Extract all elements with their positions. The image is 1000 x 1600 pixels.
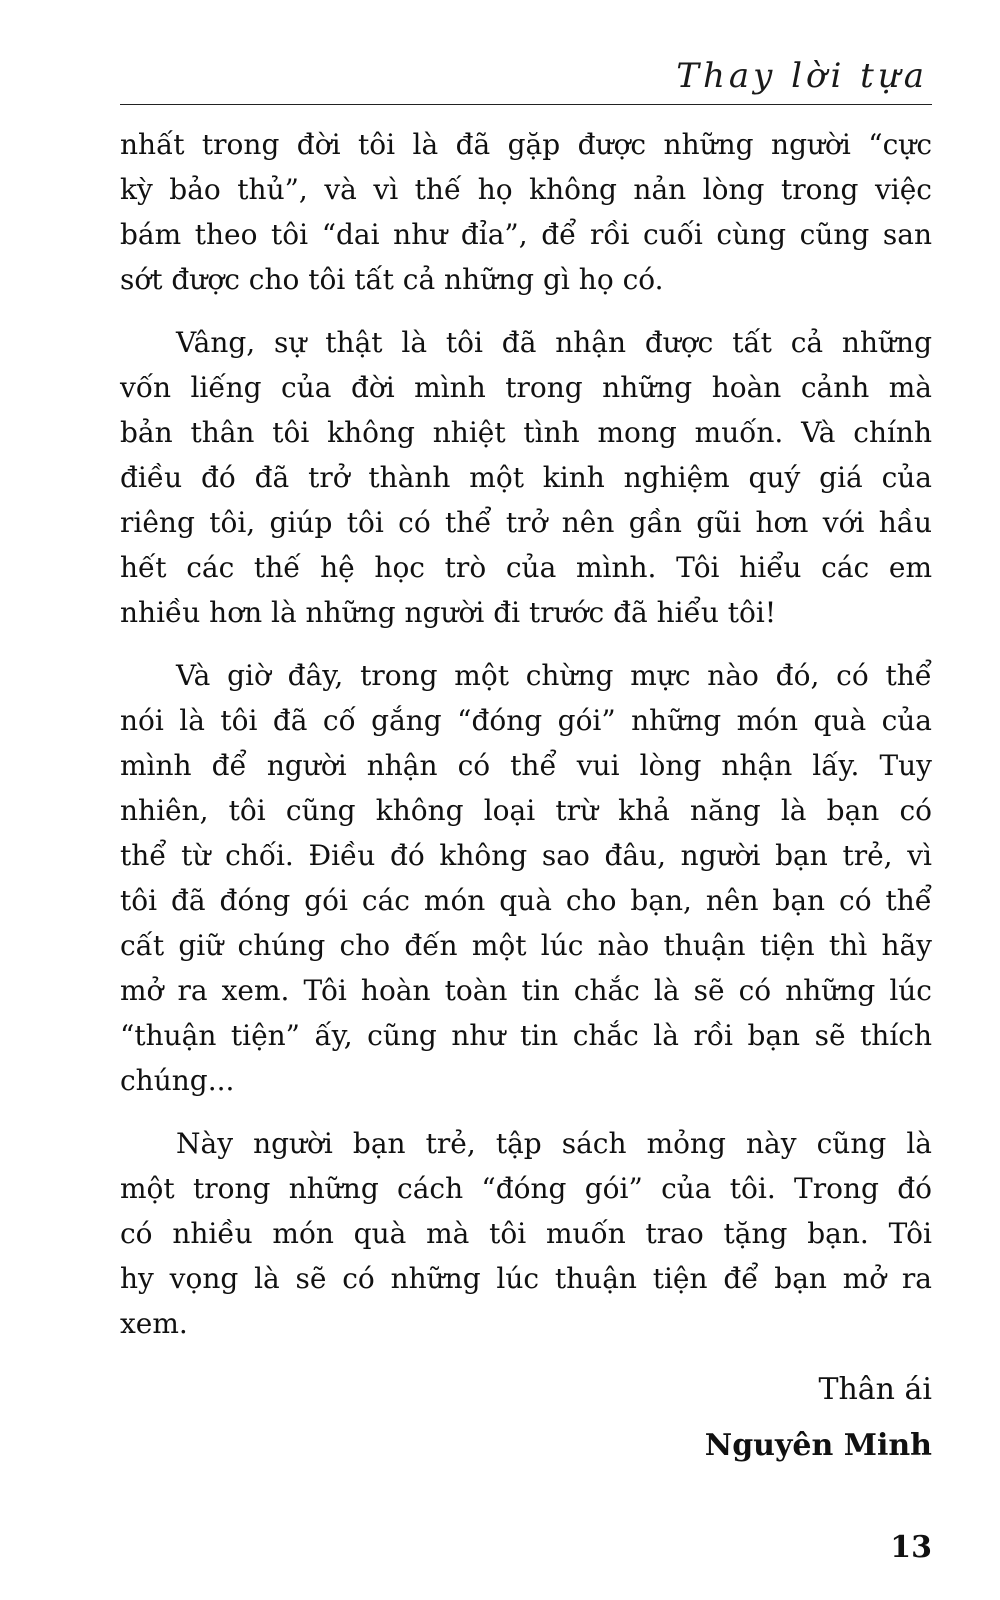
text-line: mình để người nhận có thể vui lòng nhận lấy. Tuy [120, 749, 932, 782]
text-line: bản thân tôi không nhiệt tình mong muốn. Và chính [120, 416, 932, 449]
closing-salutation: Thân ái [818, 1372, 932, 1407]
text-line: Này người bạn trẻ, tập sách mỏng này cũng là [176, 1127, 932, 1160]
text-line: hy vọng là sẽ có những lúc thuận tiện để bạn mở ra [120, 1262, 932, 1295]
text-line: sớt được cho tôi tất cả những gì họ có. [120, 263, 664, 296]
text-line: bám theo tôi “dai như đỉa”, để rồi cuối cùng cũng san [120, 218, 932, 251]
text-line: xem. [120, 1307, 188, 1340]
text-line: riêng tôi, giúp tôi có thể trở nên gần gũi hơn với hầu [120, 506, 932, 539]
author-signature: Nguyên Minh [704, 1428, 932, 1463]
text-line: kỳ bảo thủ”, và vì thế họ không nản lòng trong việc [120, 173, 932, 206]
text-line: nhiều hơn là những người đi trước đã hiểu tôi! [120, 596, 777, 629]
text-line: nhiên, tôi cũng không loại trừ khả năng là bạn có [120, 794, 932, 827]
body-text [120, 122, 932, 1364]
text-line: nói là tôi đã cố gắng “đóng gói” những món quà của [120, 704, 932, 737]
page-number: 13 [890, 1530, 932, 1565]
paragraph [120, 122, 932, 302]
text-line: tôi đã đóng gói các món quà cho bạn, nên bạn có thể [120, 884, 932, 917]
running-header-title: Thay lời tựa [676, 56, 928, 96]
text-line: một trong những cách “đóng gói” của tôi. Trong đó [120, 1172, 932, 1205]
text-line: cất giữ chúng cho đến một lúc nào thuận tiện thì hãy [120, 929, 932, 962]
text-line: chúng... [120, 1064, 235, 1097]
text-line: thể từ chối. Điều đó không sao đâu, người bạn trẻ, vì [120, 839, 932, 872]
paragraph [120, 1121, 932, 1346]
paragraph [120, 320, 932, 635]
text-line: Vâng, sự thật là tôi đã nhận được tất cả những [176, 326, 932, 359]
text-line: nhất trong đời tôi là đã gặp được những người “cực [120, 128, 932, 161]
text-line: mở ra xem. Tôi hoàn toàn tin chắc là sẽ có những lúc [120, 974, 932, 1007]
running-header [120, 52, 932, 105]
text-line: có nhiều món quà mà tôi muốn trao tặng bạn. Tôi [120, 1217, 932, 1250]
paragraph [120, 653, 932, 1103]
text-line: điều đó đã trở thành một kinh nghiệm quý giá của [120, 461, 932, 494]
text-line: hết các thế hệ học trò của mình. Tôi hiểu các em [120, 551, 932, 584]
text-line: “thuận tiện” ấy, cũng như tin chắc là rồi bạn sẽ thích [120, 1019, 932, 1052]
text-line: Và giờ đây, trong một chừng mực nào đó, có thể [176, 659, 932, 692]
text-line: vốn liếng của đời mình trong những hoàn cảnh mà [120, 371, 932, 404]
